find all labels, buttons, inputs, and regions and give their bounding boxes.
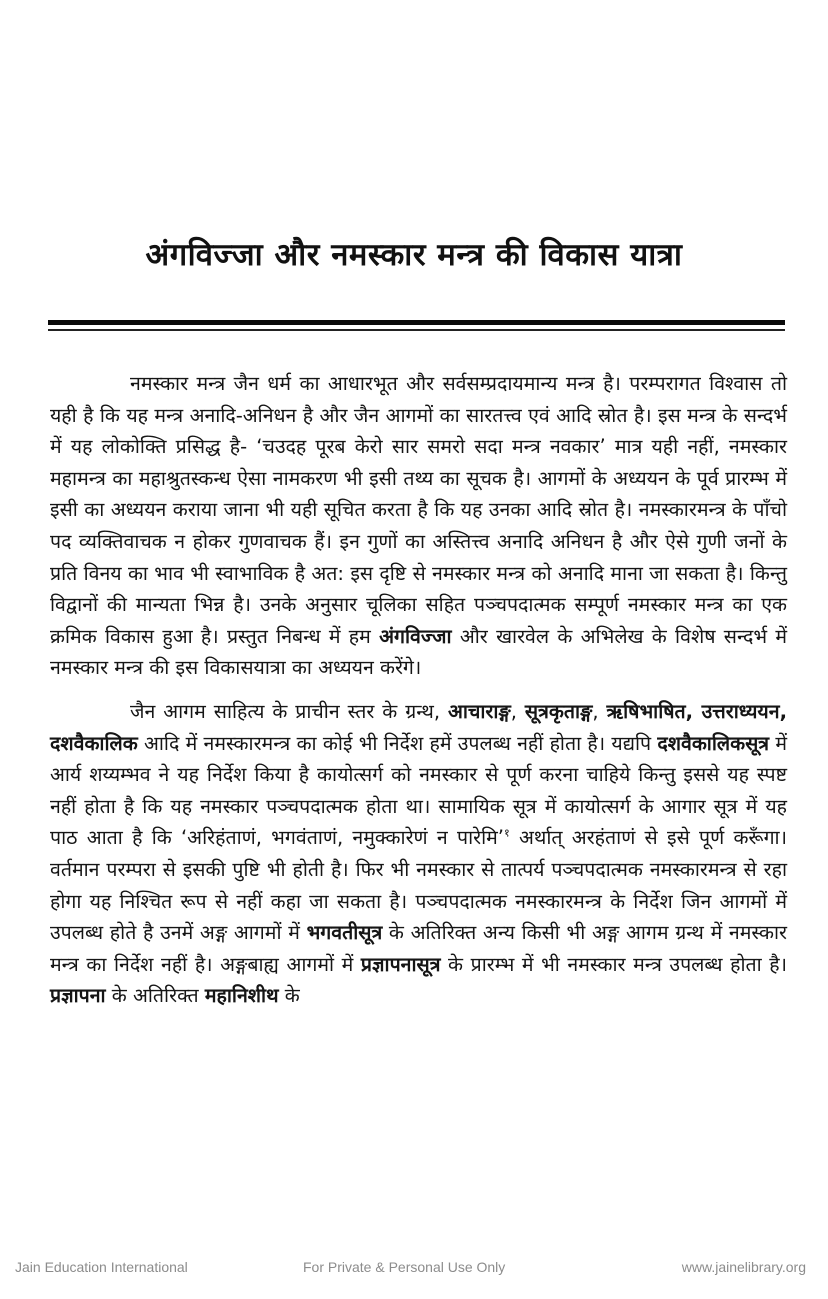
text-segment: नमस्कार मन्त्र जैन धर्म का आधारभूत और सर्वसम्प्रदायमान्य मन्त्र है। परम्परागत विश्वास तो यही है कि यह मन्त्र अनादि-अनिधन है और जैन आगमों का सारतत्त्व एवं आदि स्रोत है। इस मन्त्र के सन्दर्भ में यह लोकोक्ति प्रसिद्ध है- ‘चउदह पूरब केरो सार समरो सदा मन्त्र नवकार’ मात्र यही नहीं, नमस्कार महामन्त्र का महाश्रुतस्कन्ध ऐसा नामकरण भी इसी तथ्य का सूचक है। आगमों के अध्ययन के पूर्व प्रारम्भ में इसी का अध्ययन कराया जाना भी यही सूचित करता है कि यह उनका आदि स्रोत है। नमस्कारमन्त्र के पाँचो पद व्यक्तिवाचक न होकर गुणवाचक हैं। इन गुणों का अस्तित्त्व अनादि अनिधन है और ऐसे गुणी जनों के प्रति विनय का भाव भी स्वाभाविक है अत: इस दृष्टि से नमस्कार मन्त्र को अनादि माना जा सकता है। किन्तु विद्वानों की मान्यता भिन्न है। उनके अनुसार चूलिका सहित पञ्चपदात्मक सम्पूर्ण नमस्कार मन्त्र का एक क्रमिक विकास हुआ है। प्रस्तुत निबन्ध में हम	[50, 372, 787, 648]
text-segment: ,	[510, 699, 525, 723]
bold-term-prajnapanasutra: प्रज्ञापनासूत्र	[360, 952, 441, 976]
text-segment: आदि में नमस्कारमन्त्र का कोई भी निर्देश हमें उपलब्ध नहीं होता है। यद्यपि	[137, 731, 658, 755]
page-footer	[0, 1259, 828, 1279]
text-segment: ,	[592, 699, 607, 723]
text-segment: के अतिरिक्त	[105, 984, 205, 1008]
text-segment: अर्थात् अरहंताणं से इसे पूर्ण करूँगा। वर्तमान परम्परा से इसकी पुष्टि भी होती है। फिर भी नमस्कार से तात्पर्य पञ्चपदात्मक नमस्कारमन्त्र से रहा होगा यह निश्चित रूप से नहीं कहा जा सकता है। पञ्चपदात्मक नमस्कारमन्त्र के निर्देश जिन आगमों में उपलब्ध होते है उनमें अङ्ग आगमों में	[50, 826, 787, 945]
paragraph-2	[50, 696, 787, 1012]
bold-term-acharanga: आचाराङ्ग	[448, 699, 511, 723]
footer-publisher: Jain Education International	[15, 1259, 188, 1275]
bold-term-sutrakritanga: सूत्रकृताङ्ग	[524, 699, 593, 723]
footer-usage-notice: For Private & Personal Use Only	[303, 1259, 506, 1275]
text-segment: के प्रारम्भ में भी नमस्कार मन्त्र उपलब्ध होता है।	[440, 952, 787, 976]
bold-term-angavijja: अंगविज्जा	[379, 624, 452, 648]
title-divider-thin	[48, 329, 785, 331]
footnote-marker[interactable]: १	[504, 826, 510, 840]
paragraph-1	[50, 368, 787, 684]
text-segment: में आर्य शय्यम्भव ने यह निर्देश किया है कायोत्सर्ग को नमस्कार से पूर्ण करना चाहिये किन्तु इससे यह स्पष्ट नहीं होता है कि यह नमस्कार पञ्चपदात्मक होता था। सामायिक सूत्र में कायोत्सर्ग के आगार सूत्र में यह पाठ आता है कि ‘अरिहंताणं, भगवंताणं, नमुक्कारेणं न पारेमि’	[50, 731, 787, 850]
bold-term-bhagavatisutra: भगवतीसूत्र	[306, 921, 383, 945]
bold-term-rishibhashita-group: ऋषिभाषित, उत्तराध्ययन, दशवैकालिक	[50, 699, 787, 755]
article-body	[50, 368, 787, 1012]
text-segment: के	[278, 984, 300, 1008]
bold-term-mahanishitha: महानिशीथ	[204, 984, 279, 1008]
bold-term-prajnapana: प्रज्ञापना	[50, 984, 106, 1008]
text-segment: जैन आगम साहित्य के प्राचीन स्तर के ग्रन्थ,	[130, 699, 449, 723]
title-divider-thick	[48, 320, 785, 325]
bold-term-dashavaikalikasutra: दशवैकालिकसूत्र	[657, 731, 770, 755]
text-segment: के अतिरिक्त अन्य किसी भी अङ्ग आगम ग्रन्थ में नमस्कार मन्त्र का निर्देश नहीं है। अङ्गबाह्य आगमों में	[50, 921, 787, 976]
footer-website-link[interactable]: www.jainelibrary.org	[681, 1259, 806, 1275]
text-segment: और खारवेल के अभिलेख के विशेष सन्दर्भ में नमस्कार मन्त्र की इस विकासयात्रा का अध्ययन करेंगे।	[50, 624, 787, 680]
page-title: अंगविज्जा और नमस्कार मन्त्र की विकास यात्रा	[145, 236, 683, 273]
